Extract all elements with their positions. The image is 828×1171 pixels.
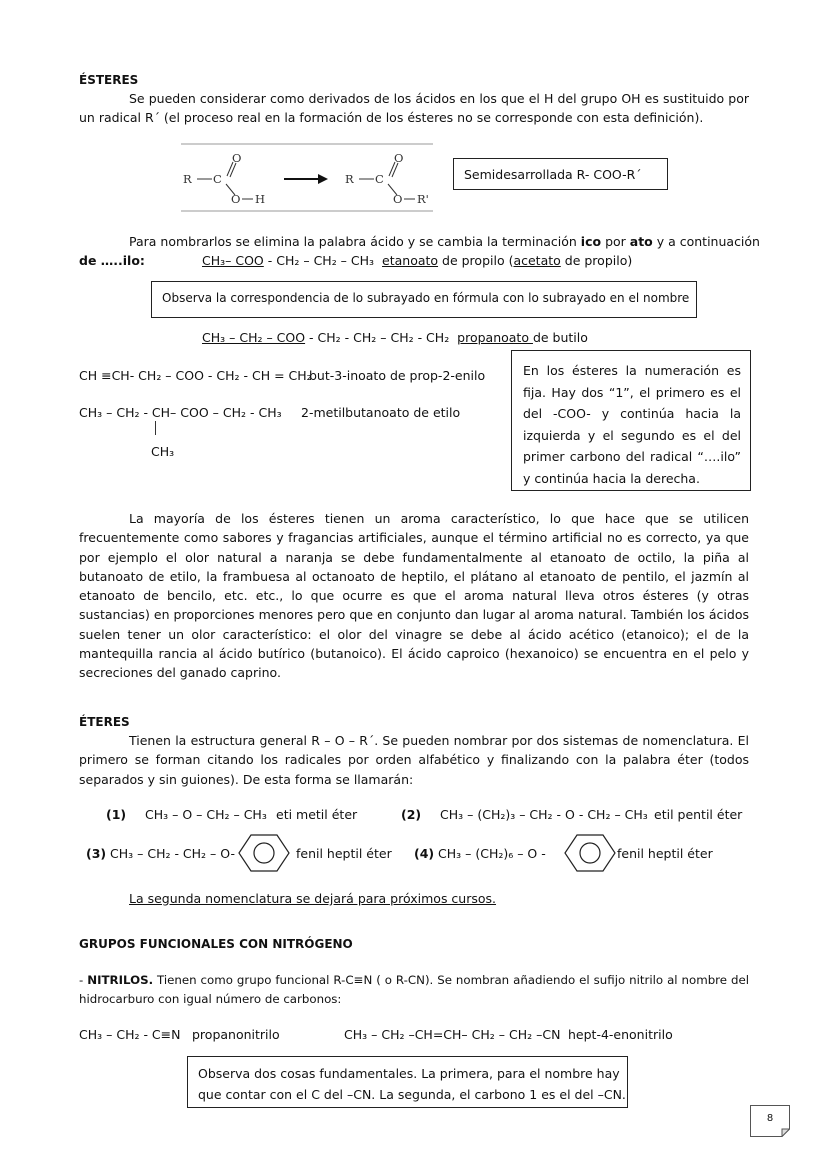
ester-example-4-formula: CH₃ – CH₂ - CH– COO – CH₂ - CH₃ (79, 405, 282, 420)
ester-example-3-formula: CH ≡CH- CH₂ – COO - CH₂ - CH = CH₂ (79, 368, 312, 383)
eter-ex4-name: fenil heptil éter (617, 846, 713, 861)
naming-ato: ato (629, 234, 653, 249)
section-title-eteres: ÉTERES (79, 715, 130, 729)
eter-ex3-formula: CH₃ – CH₂ - CH₂ – O- (110, 846, 235, 861)
diagram-left-o-top: O (232, 151, 242, 165)
diagram-r-prime: R' (417, 192, 429, 206)
diagram-left-r: R (183, 172, 192, 186)
ester-example-1 (202, 252, 632, 269)
ex4-branch-bond (155, 421, 156, 435)
observa-correspondencia-box (151, 281, 697, 318)
naming-rule-line1 (129, 233, 760, 250)
nitrilos-paragraph (79, 971, 749, 1009)
benzene-ring-icon (564, 833, 616, 873)
numeracion-line: y continúa hacia la derecha. (523, 470, 700, 486)
ester-example-4-name: 2-metilbutanoato de etilo (301, 405, 461, 420)
semidesarrollada-box (453, 158, 668, 190)
diagram-left-c: C (213, 172, 222, 186)
numeracion-text (523, 360, 741, 489)
nitrilos-observa-line: Observa dos cosas fundamentales. La primera, para el nombre hay (198, 1066, 620, 1081)
ex1-name-rest: de propilo ( (438, 253, 514, 268)
ex1-name-underlined: etanoato (382, 253, 439, 268)
ex1-alt-rest: de propilo) (560, 253, 633, 268)
naming-continuacion: y a continuación (652, 234, 760, 249)
section-title-nitrogeno: GRUPOS FUNCIONALES CON NITRÓGENO (79, 937, 353, 951)
nitrilos-text: Tienen como grupo funcional R-C≡N ( o R-CN). Se nombran añadiendo el sufijo nitrilo al nombre del hidrocarburo con igual número de carbonos: (79, 973, 749, 1006)
naming-ico: ico (580, 234, 602, 249)
eteres-note: La segunda nomenclatura se dejará para próximos cursos. (129, 891, 497, 906)
observa-correspondencia-text: Observa la correspondencia de lo subrayado en fórmula con lo subrayado en el nombre (162, 291, 690, 305)
nitrilos-observa-line: que contar con el C del –CN. La segunda, el carbono 1 es el del –CN. (198, 1087, 626, 1102)
ex2-formula-rest: - CH₂ - CH₂ – CH₂ - CH₂ (305, 330, 450, 345)
diagram-right-c: C (375, 172, 384, 186)
ex2-name-rest: de butilo (532, 330, 588, 345)
eter-ex2-formula: CH₃ – (CH₂)₃ – CH₂ - O - CH₂ – CH₃ (440, 807, 648, 822)
naming-por: por (601, 234, 630, 249)
section-title-esteres: ÉSTERES (79, 73, 139, 87)
ester-example-2 (202, 329, 588, 346)
numeracion-line: del -COO- y continúa hacia la (523, 406, 741, 421)
ex2-name-underlined: propanoato (457, 330, 533, 345)
eter-ex2-name: etil pentil éter (654, 807, 743, 822)
esteres-intro: Se pueden considerar como derivados de los ácidos en los que el H del grupo OH es sustituido por un radical R´ (el proceso real en la formación de los ésteres no se corresponde con esta definición). (79, 91, 749, 126)
eter-ex3-num: (3) (86, 846, 107, 861)
numeracion-line: izquierda y el segundo es el del (523, 427, 741, 443)
benzene-ring-icon (238, 833, 290, 873)
naming-rule-text: Para nombrarlos se elimina la palabra ácido y se cambia la terminación (129, 234, 581, 249)
nitrilo-ex1-formula: CH₃ – CH₂ - C≡N (79, 1027, 181, 1042)
eter-ex1-formula: CH₃ – O – CH₂ – CH₃ (145, 807, 267, 822)
page-number-box (750, 1105, 790, 1137)
eter-ex4-formula: CH₃ – (CH₂)₆ – O - (438, 846, 546, 861)
ex1-formula-underlined: CH₃– COO (202, 253, 264, 268)
eter-ex1-num: (1) (106, 807, 127, 822)
eter-ex1-name: eti metil éter (276, 807, 358, 822)
ex1-formula-rest: - CH₂ – CH₂ – CH₃ (263, 253, 375, 268)
ester-example-4-branch: CH₃ (151, 444, 175, 459)
ester-formation-diagram (181, 143, 433, 213)
eter-ex4-num: (4) (414, 846, 435, 861)
eter-ex3-name: fenil heptil éter (296, 846, 392, 861)
ex1-alt-underlined: acetato (513, 253, 561, 268)
diagram-right-r: R (345, 172, 354, 186)
page-number: 8 (766, 1113, 774, 1124)
numeracion-line: fija. Hay dos “1”, el primero es el (523, 384, 741, 400)
nitrilos-dash: - (79, 973, 88, 987)
diagram-h: H (255, 192, 266, 206)
eter-ex2-num: (2) (401, 807, 422, 822)
nitrilo-ex1-name: propanonitrilo (192, 1027, 280, 1042)
numeracion-line: primer carbono del radical “….ilo” (523, 449, 741, 464)
nitrilos-label: NITRILOS. (87, 973, 154, 987)
nitrilo-ex2-formula: CH₃ – CH₂ –CH=CH– CH₂ – CH₂ –CN (344, 1027, 561, 1042)
diagram-right-o: O (393, 192, 403, 206)
nitrilo-ex2-name: hept-4-enonitrilo (568, 1027, 673, 1042)
diagram-right-o-top: O (394, 151, 404, 165)
numeracion-box (511, 350, 751, 491)
numeracion-line: En los ésteres la numeración es (523, 363, 741, 378)
eteres-intro: Tienen la estructura general R – O – R´. Se pueden nombrar por dos sistemas de nomenclatura. El primero se forman citando los radicales por orden alfabético y finalizando con la palabra éter (todos separados y sin guiones). De esta forma se llamarán: (79, 733, 749, 787)
aroma-paragraph: La mayoría de los ésteres tienen un aroma característico, lo que hace que se utilicen frecuentemente como sabores y fragancias artificiales, aunque el término artificial no es correcto, ya que por ejemplo el olor natural a naranja se debe fundamentalmente al etanoato de octilo, la piña al butanoato de etilo, la frambuesa al octanoato de heptilo, el plátano al etanoato de pentilo, el jazmín al etanoato de bencilo, etc. etc., lo que ocurre es que el aroma natural lleva otros ésteres (y otras sustancias) en proporciones menores pero que en conjunto dan lugar al aroma natural. También los ácidos suelen tener un olor característico: el olor del vinagre se debe al ácido acético (etanoico); el de la mantequilla rancia al ácido butírico (butanoico). El ácido caproico (hexanoico) se encuentra en el pelo y secreciones del ganado caprino. (79, 511, 749, 681)
ester-example-3-name: but-3-inoato de prop-2-enilo (309, 368, 486, 383)
ex2-formula-underlined: CH₃ – CH₂ – COO (202, 330, 306, 345)
semidesarrollada-text: Semidesarrollada R- COO-R´ (464, 167, 642, 182)
naming-de-ilo: de …..ilo: (79, 253, 145, 268)
nitrilos-observa-box (187, 1056, 628, 1108)
diagram-left-o: O (231, 192, 241, 206)
